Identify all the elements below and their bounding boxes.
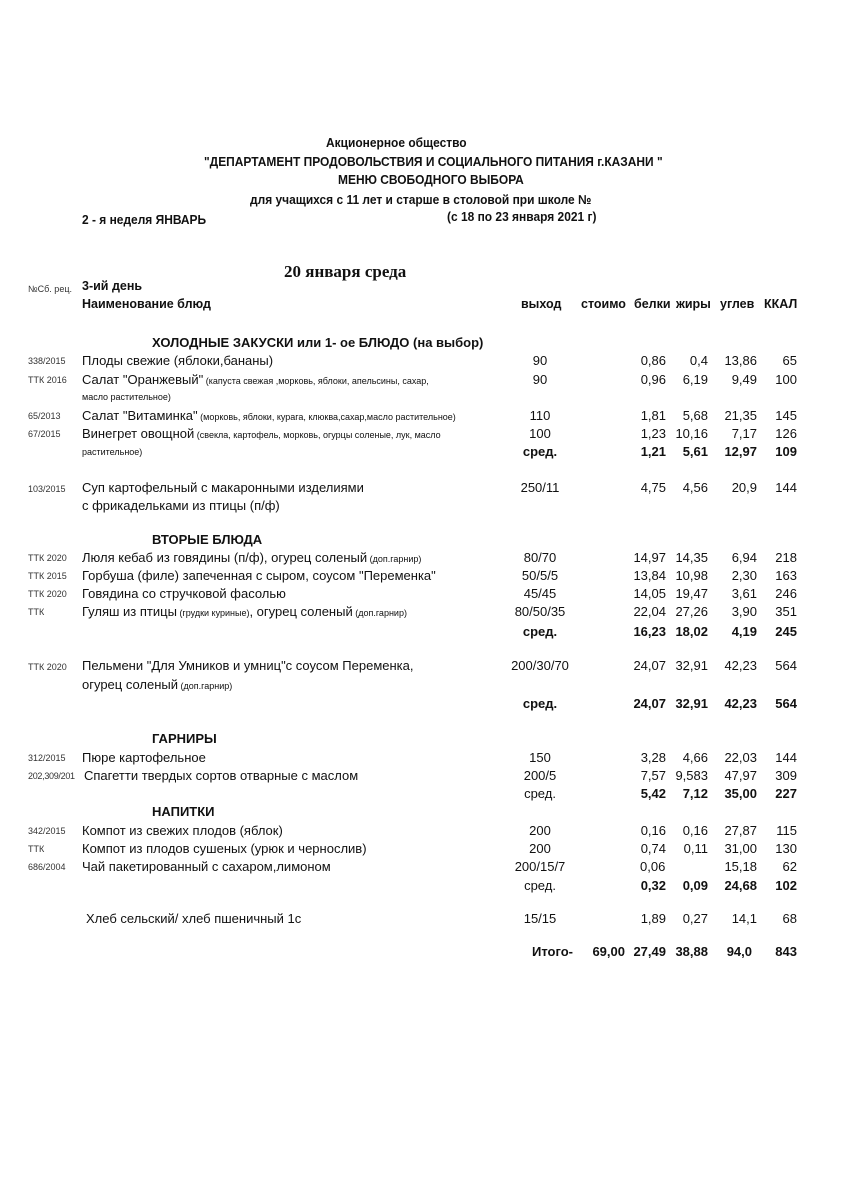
recipe-code: 338/2015 <box>28 356 66 366</box>
dish-ingredients: (капуста свежая ,морковь, яблоки, апельсины, сахар, <box>203 376 429 386</box>
yield: 200/15/7 <box>514 859 566 874</box>
protein: 4,75 <box>640 480 666 495</box>
dish-name <box>82 408 456 423</box>
col-kcal: ККАЛ <box>764 297 798 311</box>
recipe-code: ТТК <box>28 844 45 854</box>
fat: 4,66 <box>682 750 708 765</box>
dish-name: Чай пакетированный с сахаром,лимоном <box>82 859 331 874</box>
protein: 14,97 <box>633 550 666 565</box>
protein: 14,05 <box>633 586 666 601</box>
recipe-code: 202,309/201 <box>28 771 75 781</box>
dish-note: (доп.гарнир) <box>352 608 407 618</box>
yield: 200 <box>529 841 551 856</box>
kcal: 163 <box>775 568 797 583</box>
section-second: ВТОРЫЕ БЛЮДА <box>152 532 263 547</box>
dish-name: Компот из свежих плодов (яблок) <box>82 823 283 838</box>
carbs: 9,49 <box>731 372 757 387</box>
protein: 13,84 <box>633 568 666 583</box>
dish-name: Хлеб сельский/ хлеб пшеничный 1с <box>86 911 302 926</box>
carbs: 3,61 <box>731 586 757 601</box>
recipe-code: 686/2004 <box>28 862 66 872</box>
dish-name: Суп картофельный с макаронными изделиями <box>82 480 364 495</box>
dish-ingredients: (грудки куриные) <box>176 608 250 618</box>
avg-kcal: 109 <box>775 444 797 459</box>
avg-protein: 16,23 <box>633 624 666 639</box>
avg-label: сред. <box>524 786 556 801</box>
recipe-code: ТТК 2020 <box>28 553 67 563</box>
avg-kcal: 564 <box>775 696 797 711</box>
dish-ingredients-cont: масло растительное) <box>82 392 171 402</box>
protein: 1,23 <box>640 426 666 441</box>
avg-protein: 1,21 <box>640 444 666 459</box>
dish-name-cont: с фрикадельками из птицы (п/ф) <box>82 498 280 513</box>
fat: 0,4 <box>689 353 708 368</box>
kcal: 68 <box>782 911 797 926</box>
audience: для учащихся с 11 лет и старше в столовой при школе № <box>250 192 592 207</box>
kcal: 100 <box>775 372 797 387</box>
protein: 0,06 <box>640 859 666 874</box>
yield: 110 <box>529 408 551 423</box>
yield: 15/15 <box>523 911 557 926</box>
dish-name <box>82 550 421 565</box>
menu-title: МЕНЮ СВОБОДНОГО ВЫБОРА <box>338 172 524 187</box>
total-fat: 38,88 <box>675 944 708 959</box>
fat: 0,11 <box>683 841 708 856</box>
carbs: 15,18 <box>724 859 757 874</box>
carbs: 7,17 <box>731 426 757 441</box>
carbs: 14,1 <box>731 911 757 926</box>
fat: 32,91 <box>675 658 708 673</box>
total-label: Итого- <box>532 944 573 959</box>
total-carbs: 94,0 <box>726 944 752 959</box>
col-yield: выход <box>521 297 562 311</box>
carbs: 13,86 <box>724 353 757 368</box>
fat: 14,35 <box>675 550 708 565</box>
protein: 0,16 <box>640 823 666 838</box>
dish-ingredients: (морковь, яблоки, курага, клюква,сахар,масло растительное) <box>197 412 456 422</box>
avg-carbs: 4,19 <box>731 624 757 639</box>
protein: 0,96 <box>640 372 666 387</box>
fat: 0,27 <box>682 911 708 926</box>
avg-label: сред. <box>522 696 558 711</box>
avg-carbs: 24,68 <box>724 878 757 893</box>
dish-title: Салат "Витаминка" <box>82 408 198 423</box>
recipe-code: 67/2015 <box>28 429 61 439</box>
carbs: 22,03 <box>724 750 757 765</box>
kcal: 62 <box>782 859 797 874</box>
avg-label: сред. <box>522 624 558 639</box>
carbs: 42,23 <box>724 658 757 673</box>
kcal: 115 <box>776 823 797 838</box>
avg-kcal: 102 <box>775 878 797 893</box>
dish-note: (доп.гарнир) <box>178 681 233 691</box>
fat: 0,16 <box>682 823 708 838</box>
col-name: Наименование блюд <box>82 297 211 311</box>
dish-title: Люля кебаб из говядины (п/ф), огурец соленый <box>82 550 368 565</box>
recipe-code: 342/2015 <box>28 826 66 836</box>
avg-label: сред. <box>524 878 556 893</box>
fat: 6,19 <box>682 372 708 387</box>
dish-name <box>82 372 429 387</box>
dish-title-tail: , огурец соленый <box>249 604 353 619</box>
yield: 80/50/35 <box>514 604 566 619</box>
protein: 1,89 <box>640 911 666 926</box>
yield: 200/5 <box>523 768 557 783</box>
yield: 200 <box>529 823 551 838</box>
fat: 19,47 <box>675 586 708 601</box>
kcal: 144 <box>775 750 797 765</box>
recipe-code: ТТК 2015 <box>28 571 67 581</box>
avg-fat: 18,02 <box>675 624 708 639</box>
recipe-code: ТТК <box>28 607 45 617</box>
col-carbs: углев <box>720 297 755 311</box>
yield: 90 <box>532 353 548 368</box>
week-label: 2 - я неделя ЯНВАРЬ <box>82 212 207 227</box>
protein: 1,81 <box>640 408 666 423</box>
avg-label: сред. <box>522 444 558 459</box>
dish-title: Салат "Оранжевый" <box>82 372 204 387</box>
dish-title-cont: огурец соленый <box>82 677 179 692</box>
kcal: 126 <box>775 426 797 441</box>
kcal: 65 <box>782 353 797 368</box>
org-name: "ДЕПАРТАМЕНТ ПРОДОВОЛЬСТВИЯ И СОЦИАЛЬНОГО ПИТАНИЯ г.КАЗАНИ " <box>204 154 663 169</box>
yield: 250/11 <box>520 480 560 495</box>
recipe-code: ТТК 2020 <box>28 662 67 672</box>
carbs: 47,97 <box>724 768 757 783</box>
protein: 0,86 <box>640 353 666 368</box>
avg-carbs: 12,97 <box>724 444 757 459</box>
yield: 150 <box>529 750 551 765</box>
recipe-code: 103/2015 <box>28 484 66 494</box>
dish-name: Компот из плодов сушеных (урюк и чернослив) <box>82 841 367 856</box>
carbs: 6,94 <box>731 550 757 565</box>
date-title: 20 января среда <box>284 262 407 281</box>
carbs: 20,9 <box>731 480 757 495</box>
kcal: 130 <box>775 841 797 856</box>
day-label: 3-ий день <box>82 279 143 293</box>
kcal: 309 <box>775 768 797 783</box>
dish-ingredients-cont: растительное) <box>82 447 143 457</box>
carbs: 3,90 <box>731 604 757 619</box>
fat: 9,583 <box>675 768 708 783</box>
carbs: 27,87 <box>724 823 757 838</box>
carbs: 21,35 <box>724 408 757 423</box>
total-cost: 69,00 <box>592 944 625 959</box>
dish-name: Спагетти твердых сортов отварные с маслом <box>84 768 359 783</box>
fat: 4,56 <box>682 480 708 495</box>
dish-name: Пюре картофельное <box>82 750 206 765</box>
dish-name: Говядина со стручковой фасолью <box>82 586 286 601</box>
kcal: 144 <box>775 480 797 495</box>
avg-protein: 24,07 <box>633 696 666 711</box>
dish-name: Пельмени "Для Умников и умниц"с соусом Переменка, <box>82 658 414 673</box>
total-kcal: 843 <box>775 944 797 959</box>
kcal: 564 <box>775 658 797 673</box>
yield: 80/70 <box>523 550 557 565</box>
period-label: (с 18 по 23 января 2021 г) <box>447 209 597 224</box>
recipe-code: ТТК 2020 <box>28 589 67 599</box>
yield: 50/5/5 <box>521 568 559 583</box>
fat: 10,16 <box>675 426 708 441</box>
yield: 100 <box>529 426 551 441</box>
avg-carbs: 35,00 <box>724 786 757 801</box>
total-protein: 27,49 <box>633 944 666 959</box>
fat: 27,26 <box>675 604 708 619</box>
col-recipe-no: №Сб. рец. <box>28 284 72 294</box>
yield: 45/45 <box>523 586 557 601</box>
col-cost: стоимо <box>581 297 626 311</box>
dish-title: Гуляш из птицы <box>82 604 177 619</box>
protein: 0,74 <box>640 841 666 856</box>
protein: 22,04 <box>633 604 666 619</box>
protein: 3,28 <box>640 750 666 765</box>
carbs: 31,00 <box>724 841 757 856</box>
protein: 7,57 <box>640 768 666 783</box>
avg-kcal: 245 <box>775 624 797 639</box>
kcal: 246 <box>775 586 797 601</box>
recipe-code: ТТК 2016 <box>28 375 67 385</box>
dish-name <box>82 604 407 619</box>
recipe-code: 312/2015 <box>28 753 66 763</box>
dish-note: (доп.гарнир) <box>367 554 422 564</box>
dish-name: Плоды свежие (яблоки,бананы) <box>82 353 274 368</box>
avg-fat: 32,91 <box>675 696 708 711</box>
dish-title: Винегрет овощной <box>82 426 195 441</box>
protein: 24,07 <box>633 658 666 673</box>
avg-protein: 0,32 <box>640 878 666 893</box>
avg-fat: 5,61 <box>682 444 708 459</box>
org-type: Акционерное общество <box>326 135 467 150</box>
yield: 200/30/70 <box>511 658 569 673</box>
section-cold: ХОЛОДНЫЕ ЗАКУСКИ или 1- ое БЛЮДО (на выбор) <box>152 335 484 350</box>
carbs: 2,30 <box>731 568 757 583</box>
avg-carbs: 42,23 <box>724 696 757 711</box>
avg-fat: 7,12 <box>682 786 708 801</box>
avg-protein: 5,42 <box>640 786 666 801</box>
col-fat: жиры <box>676 297 711 311</box>
section-garnish: ГАРНИРЫ <box>152 731 217 746</box>
dish-name: Горбуша (филе) запеченная с сыром, соусом "Переменка" <box>82 568 436 583</box>
kcal: 218 <box>775 550 797 565</box>
dish-ingredients: (свекла, картофель, морковь, огурцы соленые, лук, масло <box>194 430 441 440</box>
kcal: 351 <box>775 604 797 619</box>
dish-name <box>82 426 441 441</box>
section-drinks: НАПИТКИ <box>152 804 215 819</box>
yield: 90 <box>532 372 548 387</box>
recipe-code: 65/2013 <box>28 411 61 421</box>
avg-fat: 0,09 <box>682 878 708 893</box>
fat: 5,68 <box>682 408 708 423</box>
col-protein: белки <box>634 297 671 311</box>
fat: 10,98 <box>675 568 708 583</box>
dish-name-cont <box>82 677 232 692</box>
kcal: 145 <box>775 408 797 423</box>
avg-kcal: 227 <box>775 786 797 801</box>
